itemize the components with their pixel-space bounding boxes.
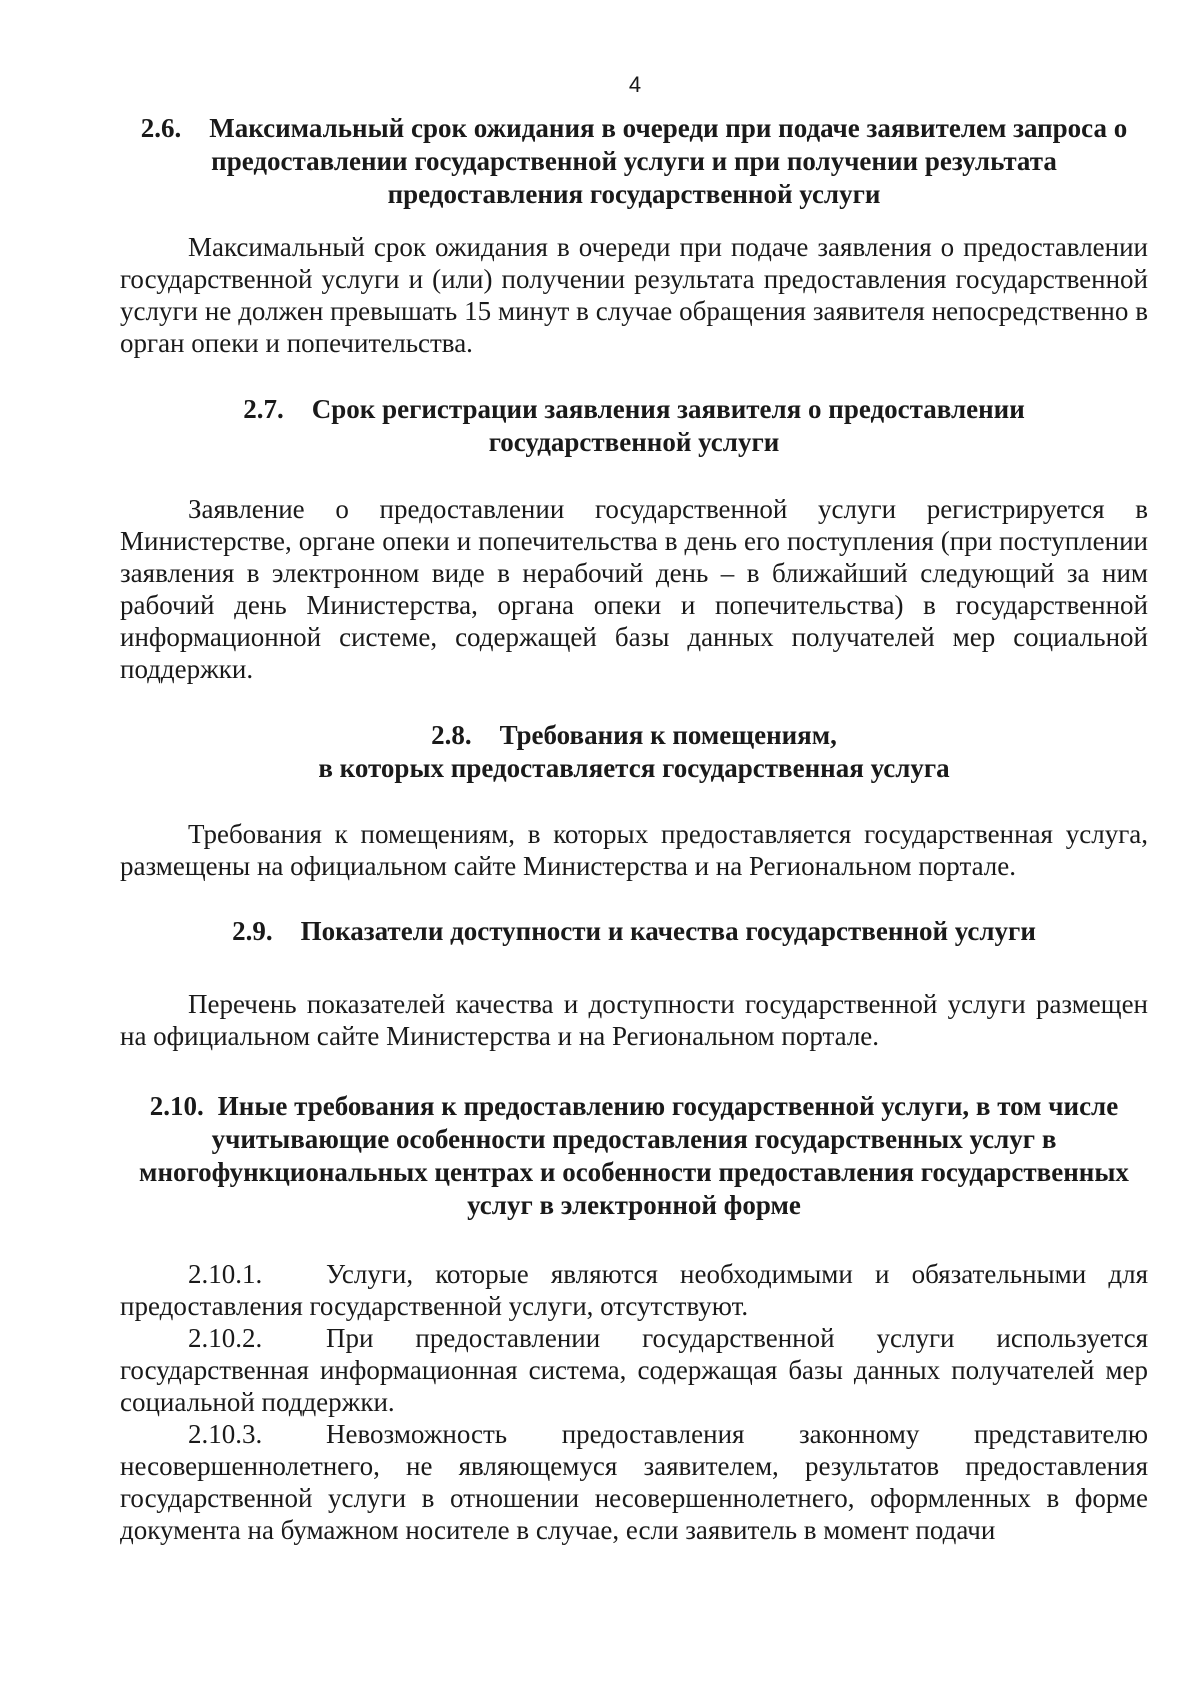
subsection-2-10-3: [120, 1418, 1148, 1546]
section-title-line2: в которых предоставляется государственная услуга: [318, 753, 950, 783]
subsection-text: Невозможность предоставления законному представителю несовершеннолетнего, не являющемуся заявителем, результатов предоставления государственной услуги в отношении несовершеннолетнего, оформленных в форме документа на бумажном носителе в случае, если заявитель в момент подачи: [120, 1419, 1148, 1545]
section-2-9-heading: [120, 915, 1148, 948]
section-2-8-text: Требования к помещениям, в которых предоставляется государственная услуга, размещены на официальном сайте Министерства и на Региональном портале.: [120, 819, 1148, 881]
section-title: Максимальный срок ожидания в очереди при подаче заявителем запроса о предоставлении государственной услуги и при получении результата предоставления государственной услуги: [209, 113, 1128, 209]
section-title-line1: Требования к помещениям,: [499, 720, 837, 750]
subsection-text: Услуги, которые являются необходимыми и обязательными для предоставления государственной услуги, отсутствуют.: [120, 1259, 1148, 1321]
subsection-number: 2.10.3.: [188, 1419, 263, 1449]
section-2-6-heading: [120, 112, 1148, 211]
section-number: 2.6.: [140, 113, 182, 143]
section-title: Срок регистрации заявления заявителя о предоставлении государственной услуги: [311, 394, 1025, 457]
section-number: 2.8.: [431, 720, 472, 750]
section-2-7-text: Заявление о предоставлении государственной услуги регистрируется в Министерстве, органе опеки и попечительства в день его поступления (при поступлении заявления в электронном виде в нерабочий день – в ближайший следующий за ним рабочий день Министерства, органа опеки и попечительства) в государственной информационной системе, содержащей базы данных получателей мер социальной поддержки.: [120, 494, 1148, 684]
section-2-6-text: Максимальный срок ожидания в очереди при подаче заявления о предоставлении государственной услуги и (или) получении результата предоставления государственной услуги не должен превышать 15 минут в случае обращения заявителя непосредственно в орган опеки и попечительства.: [120, 232, 1148, 358]
section-number: 2.7.: [243, 394, 284, 424]
section-2-10-heading: [120, 1090, 1148, 1222]
subsection-text: При предоставлении государственной услуги используется государственная информационная система, содержащая базы данных получателей мер социальной поддержки.: [120, 1323, 1148, 1417]
page-number: 4: [628, 72, 642, 97]
subsection-2-10-2: [120, 1322, 1148, 1418]
section-2-8-heading: [120, 719, 1148, 785]
section-number: 2.10.: [149, 1091, 204, 1121]
section-2-9-text: Перечень показателей качества и доступности государственной услуги размещен на официальном сайте Министерства и на Региональном портале.: [120, 989, 1148, 1051]
section-title: Показатели доступности и качества государственной услуги: [300, 916, 1036, 946]
section-2-7-heading: [120, 393, 1148, 459]
section-title: Иные требования к предоставлению государственной услуги, в том числе учитывающие особенности предоставления государственных услуг в многофункциональных центрах и особенности предоставления государственных услуг в электронной форме: [139, 1091, 1129, 1220]
section-number: 2.9.: [232, 916, 273, 946]
subsection-number: 2.10.2.: [188, 1323, 263, 1353]
subsection-number: 2.10.1.: [188, 1259, 263, 1289]
document-body: [120, 112, 1148, 1546]
subsection-2-10-1: [120, 1258, 1148, 1322]
